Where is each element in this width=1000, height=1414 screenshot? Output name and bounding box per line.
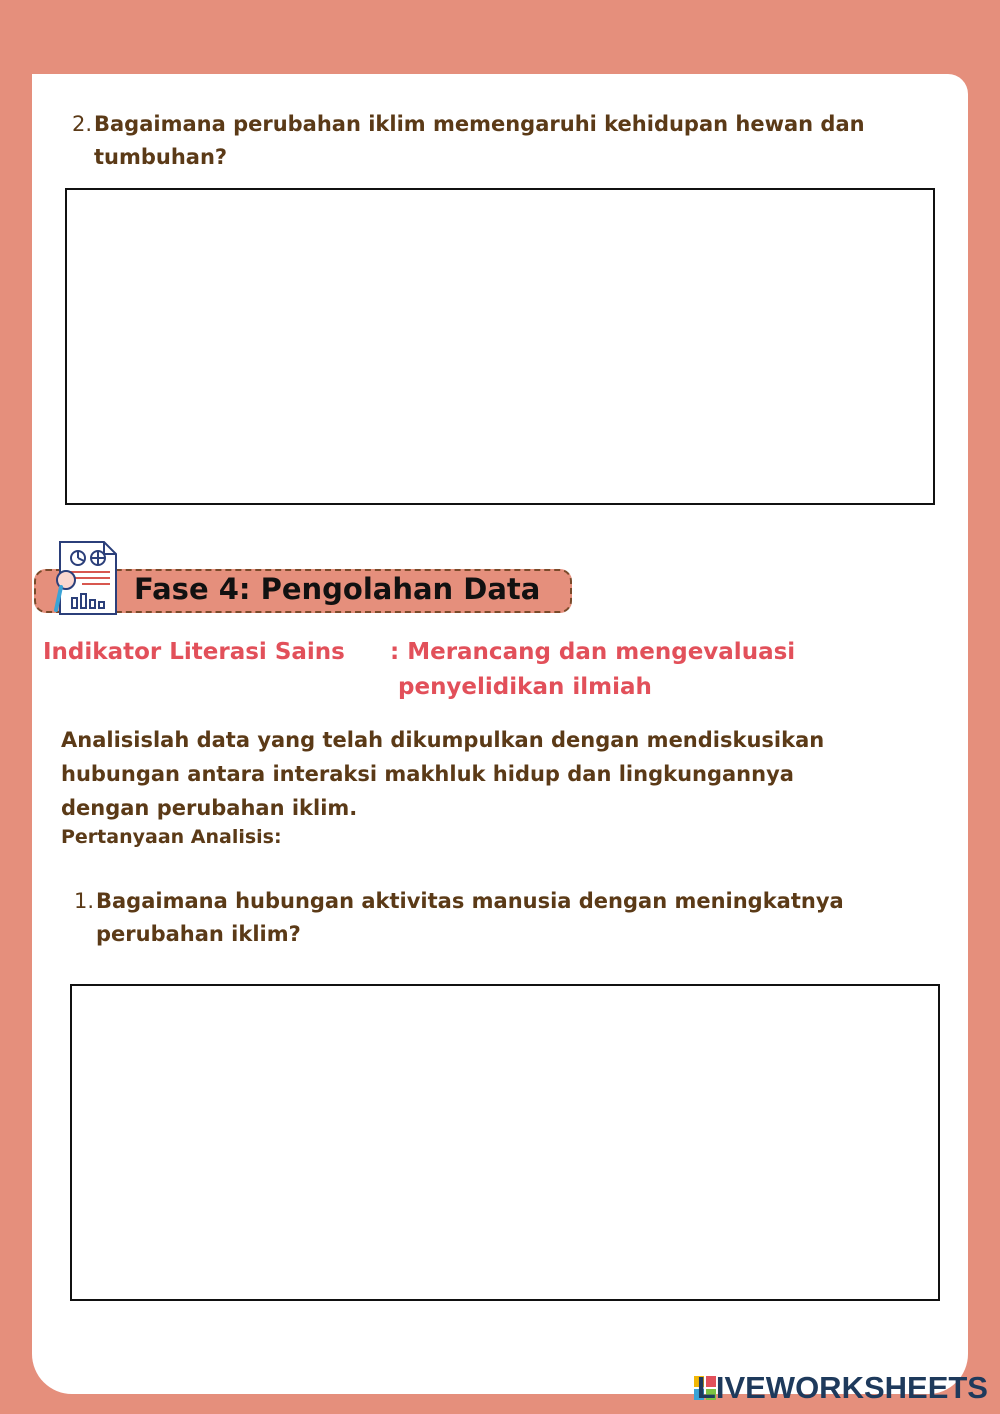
indicator-value-line-2: penyelidikan ilmiah xyxy=(398,674,652,700)
answer-input-question-1[interactable] xyxy=(72,986,938,1299)
instructions-paragraph xyxy=(61,723,824,825)
phase-title: Fase 4: Pengolahan Data xyxy=(134,572,541,606)
question-2-text xyxy=(94,108,865,174)
question-1-line-2: perubahan iklim? xyxy=(96,922,301,946)
instructions-line-2: hubungan antara interaksi makhluk hidup dan lingkungannya xyxy=(61,762,794,786)
question-2-number: 2. xyxy=(72,112,93,136)
question-1-number: 1. xyxy=(74,889,95,913)
answer-box-question-2[interactable] xyxy=(65,188,935,505)
question-1-text xyxy=(96,885,844,951)
data-analysis-report-icon xyxy=(54,540,120,618)
question-2-line-1: Bagaimana perubahan iklim memengaruhi kehidupan hewan dan xyxy=(94,112,865,136)
question-2-line-2: tumbuhan? xyxy=(94,145,228,169)
question-1-line-1: Bagaimana hubungan aktivitas manusia dengan meningkatnya xyxy=(96,889,844,913)
instructions-line-3: dengan perubahan iklim. xyxy=(61,796,358,820)
analysis-questions-heading: Pertanyaan Analisis: xyxy=(61,826,282,848)
answer-box-question-1[interactable] xyxy=(70,984,940,1301)
instructions-line-1: Analisislah data yang telah dikumpulkan dengan mendiskusikan xyxy=(61,728,825,752)
indicator-label: Indikator Literasi Sains xyxy=(43,639,345,665)
liveworksheets-logo-text: LIVEWORKSHEETS xyxy=(696,1370,988,1405)
indicator-value-line-1: : Merancang dan mengevaluasi xyxy=(390,639,796,665)
answer-input-question-2[interactable] xyxy=(67,190,933,503)
